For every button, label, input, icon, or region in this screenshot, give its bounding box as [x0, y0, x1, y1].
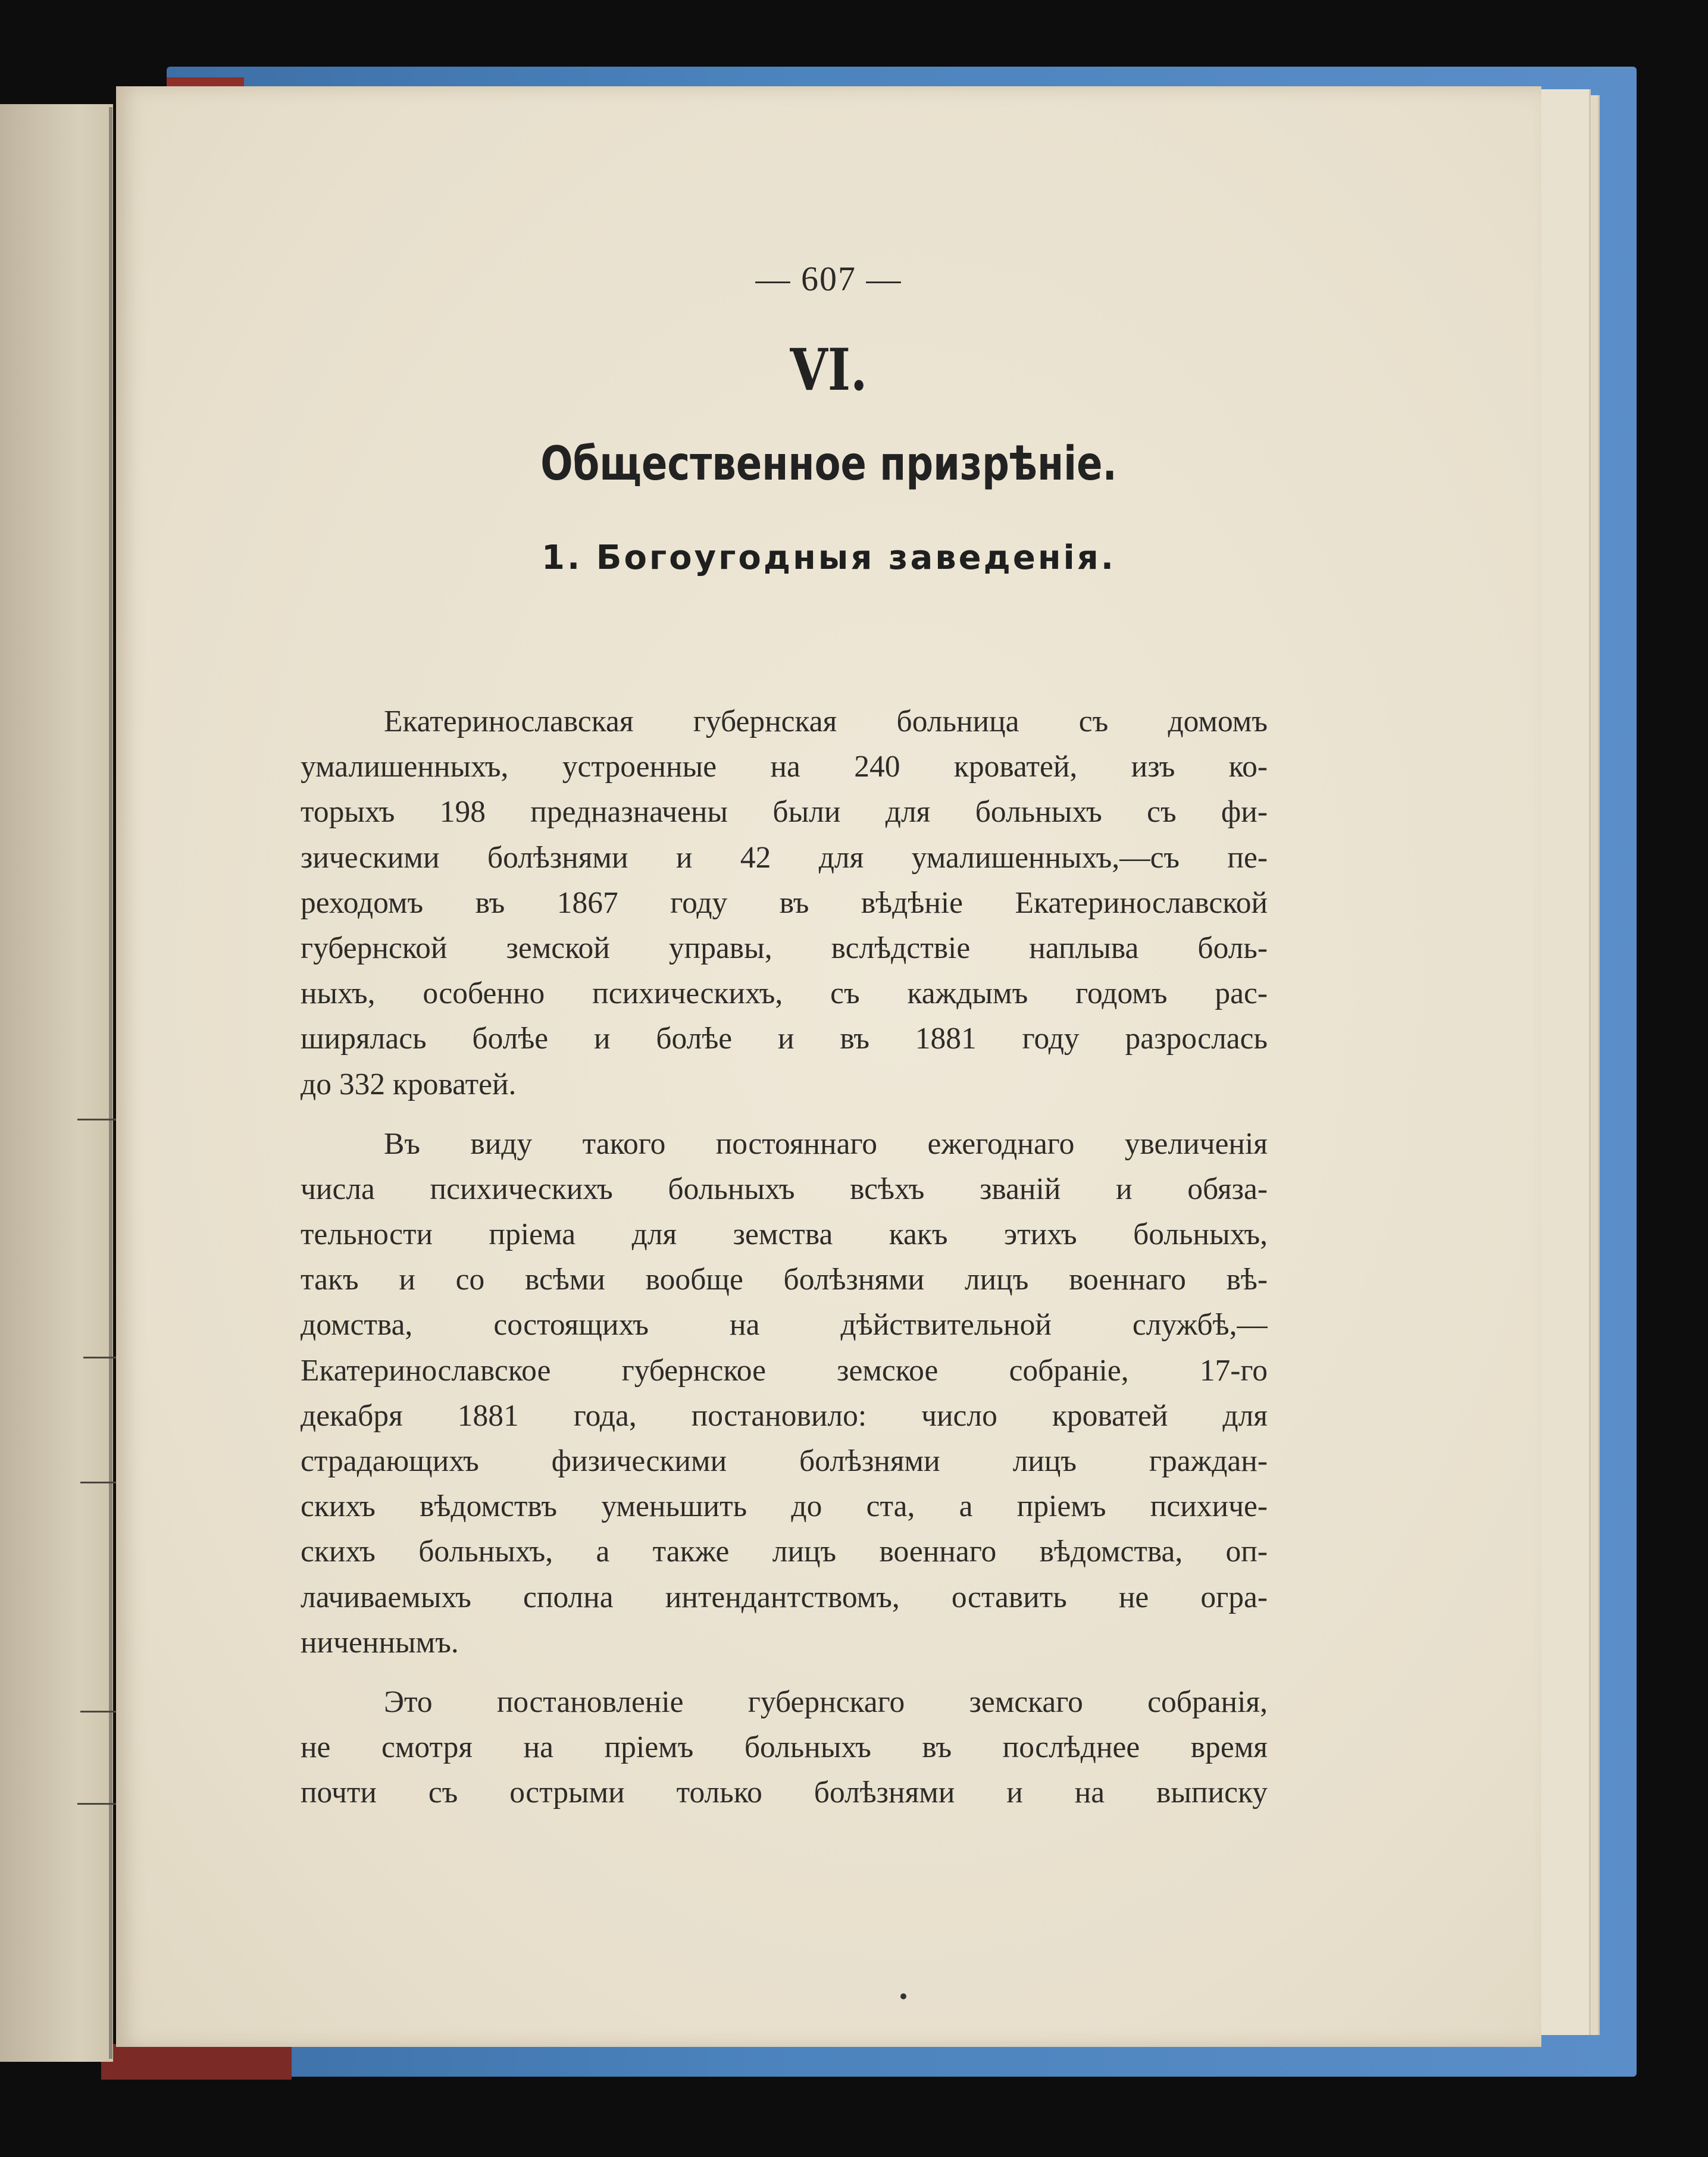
text-line: такъ и со всѣми вообще болѣзнями лицъ военнаго вѣ- [301, 1263, 1268, 1297]
text-line: числа психическихъ больныхъ всѣхъ званій и обяза- [301, 1172, 1268, 1206]
text-line: домства, состоящихъ на дѣйствительной службѣ,— [301, 1308, 1268, 1342]
body-text [301, 699, 1268, 1816]
text-line: Екатеринославское губернское земское собраніе, 17-го [301, 1353, 1268, 1388]
text-line: реходомъ въ 1867 году въ вѣдѣніе Екатеринославской [301, 885, 1268, 920]
text-line: Это постановленіе губернскаго земскаго собранія, [384, 1685, 1268, 1719]
paragraph [301, 1680, 1268, 1816]
text-line: не смотря на пріемъ больныхъ въ послѣднее время [301, 1730, 1268, 1765]
paragraph [301, 1122, 1268, 1666]
text-line: лачиваемыхъ сполна интендантствомъ, оставить не огра- [301, 1580, 1268, 1614]
text-line: страдающихъ физическими болѣзнями лицъ граждан- [301, 1444, 1268, 1478]
cover-corner-bottom [101, 2044, 292, 2080]
text-line: декабря 1881 года, постановило: число кроватей для [301, 1398, 1268, 1433]
page-number: — 607 — [755, 259, 902, 298]
section-number: VI. [790, 336, 868, 403]
text-line: ныхъ, особенно психическихъ, съ каждымъ годомъ рас- [301, 976, 1268, 1011]
previous-page-edge [0, 104, 113, 2062]
ink-speck [900, 1993, 906, 1999]
text-line: до 332 кроватей. [301, 1067, 517, 1101]
book-page [116, 86, 1541, 2047]
text-line: зическими болѣзнями и 42 для умалишенныхъ,—съ пе- [301, 840, 1268, 875]
text-line: ширялась болѣе и болѣе и въ 1881 году разрослась [301, 1022, 1268, 1056]
text-line: торыхъ 198 предназначены были для больныхъ съ фи- [301, 795, 1268, 829]
page-edge [1541, 89, 1591, 2035]
text-line: губернской земской управы, вслѣдствіе наплыва боль- [301, 931, 1268, 965]
book-spine [109, 107, 112, 2059]
text-line: скихъ вѣдомствъ уменьшить до ста, а пріемъ психиче- [301, 1489, 1268, 1524]
text-line: скихъ больныхъ, а также лицъ военнаго вѣдомства, оп- [301, 1535, 1268, 1569]
text-line: умалишенныхъ, устроенные на 240 кроватей, изъ ко- [301, 750, 1268, 784]
section-title: Общественное призрѣніе. [540, 437, 1117, 491]
text-line: Екатеринославская губернская больница съ домомъ [384, 705, 1268, 738]
text-line: тельности пріема для земства какъ этихъ больныхъ, [301, 1217, 1268, 1252]
text-line: Въ виду такого постояннаго ежегоднаго увеличенія [384, 1126, 1268, 1161]
text-line: ниченнымъ. [301, 1625, 459, 1660]
subsection-title: 1. Богоугодныя заведенія. [542, 539, 1116, 577]
paragraph [301, 699, 1268, 1107]
text-line: почти съ острыми только болѣзнями и на выписку [301, 1776, 1268, 1810]
